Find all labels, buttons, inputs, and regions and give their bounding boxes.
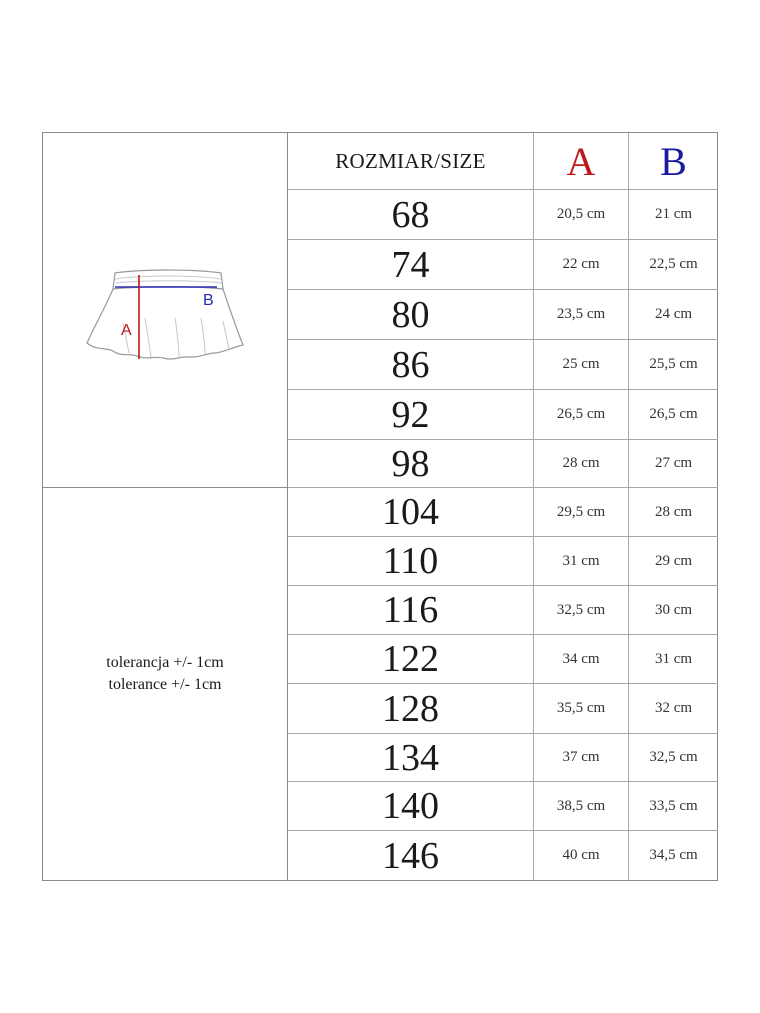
measure-a: 23,5 cm [556,306,606,322]
table-row [288,684,718,734]
size-chart-table [42,132,718,881]
measure-a: 25 cm [562,356,600,372]
table-row [288,586,718,635]
tolerance-pl: tolerancja +/- 1cm [106,654,224,671]
measure-b: 27 cm [654,455,693,471]
measure-b: 29 cm [654,552,693,569]
table-row [288,340,718,390]
tolerance-cell [43,488,287,880]
size-value: 86 [391,343,430,386]
measure-a: 34 cm [562,650,600,667]
measure-b: 25,5 cm [649,356,698,372]
measure-a: 40 cm [562,847,600,863]
measure-a: 35,5 cm [556,700,606,716]
size-value: 134 [382,736,439,779]
header-a-label: A [566,138,596,184]
size-value: 122 [382,638,439,680]
table-row [288,734,718,782]
header-size-label: ROZMIAR/SIZE [335,148,486,173]
measure-a: 37 cm [562,749,600,765]
size-value: 80 [391,293,430,336]
measure-b: 32 cm [654,700,693,716]
header-b-label: B [660,138,687,184]
size-value: 92 [391,393,430,436]
measure-b: 32,5 cm [649,749,698,765]
illustration-cell [43,133,287,488]
header-b-cell [629,133,718,189]
measure-a: 29,5 cm [556,503,606,520]
measure-a: 22 cm [562,256,600,272]
table-row [288,488,718,537]
measure-b: 33,5 cm [649,797,698,814]
header-a-cell [534,133,629,189]
table-row [288,190,718,240]
measure-b: 31 cm [654,650,693,667]
tolerance-note [43,652,287,696]
table-row [288,390,718,440]
size-grid [288,133,718,880]
measure-a: 28 cm [562,455,600,471]
table-row [288,635,718,684]
measure-b: 30 cm [654,601,693,618]
table-row [288,440,718,488]
measure-a: 38,5 cm [556,797,606,814]
measure-b: 24 cm [654,306,693,322]
table-row [288,782,718,831]
label-a: A [121,322,132,339]
size-value: 116 [382,589,439,631]
tolerance-en: tolerance +/- 1cm [108,676,222,693]
size-value: 128 [382,687,439,730]
header-row [288,133,718,190]
measure-b: 28 cm [654,503,693,520]
measure-b: 22,5 cm [649,256,698,272]
table-row [288,290,718,340]
size-value: 110 [382,540,439,582]
measure-a: 20,5 cm [556,206,606,222]
size-value: 98 [391,442,430,485]
size-value: 68 [391,193,430,236]
measure-b: 34,5 cm [649,847,698,863]
measure-a: 31 cm [562,552,600,569]
table-row [288,240,718,290]
skirt-diagram-icon [83,263,253,368]
size-value: 104 [382,491,439,533]
table-row [288,537,718,586]
label-b: B [203,292,214,309]
measure-b: 21 cm [654,206,693,222]
size-value: 140 [382,785,439,827]
size-value: 146 [382,834,439,877]
measure-a: 32,5 cm [556,601,606,618]
left-column [43,133,288,880]
header-size-cell [288,133,534,189]
measure-a: 26,5 cm [556,406,606,422]
table-row [288,831,718,880]
size-value: 74 [391,243,430,286]
measure-b: 26,5 cm [649,406,698,422]
